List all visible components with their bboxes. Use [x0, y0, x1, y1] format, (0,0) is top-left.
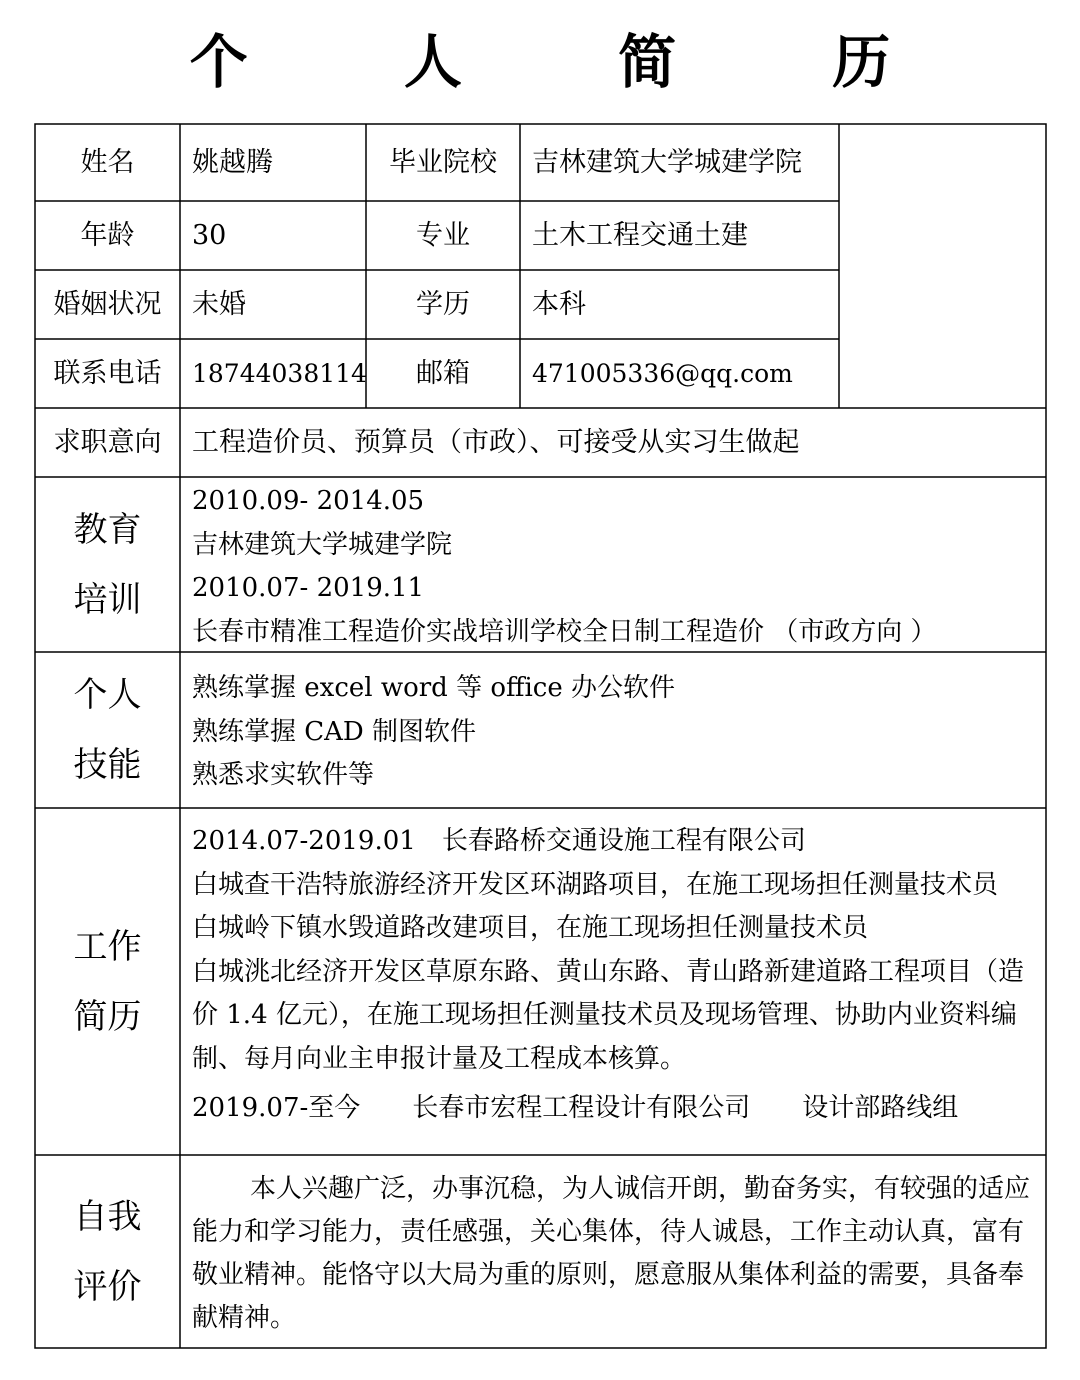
intent-label: 求职意向 — [53, 426, 162, 458]
major-label: 专业 — [416, 219, 470, 251]
work-label-line-1: 工作 — [73, 926, 142, 967]
work-label — [35, 808, 180, 1155]
self-eval-label — [35, 1155, 180, 1348]
education-line: 长春市精准工程造价实战培训学校全日制工程造价 （市政方向 ） — [192, 616, 937, 647]
work-paragraph: 白城洮北经济开发区草原东路、黄山东路、青山路新建道路工程项目（造价 1.4 亿元），在施工现场担任测量技术员及现场管理、协助内业资料编制、每月向业主申报计量及工程成本核算。 — [192, 956, 1025, 1074]
work-line-1: 白城查干浩特旅游经济开发区环湖路项目，在施工现场担任测量技术员 — [192, 869, 999, 900]
degree-label: 学历 — [416, 288, 470, 320]
name-value: 姚越腾 — [192, 146, 273, 178]
skills-label-line-2: 技能 — [73, 745, 142, 785]
self-eval-label-line-2: 评价 — [73, 1266, 142, 1307]
work-line-2: 白城岭下镇水毁道路改建项目，在施工现场担任测量技术员 — [192, 913, 869, 943]
school-label: 毕业院校 — [389, 146, 497, 178]
marital-label: 婚姻状况 — [53, 288, 162, 320]
work-header-2: 2019.07-至今 长春市宏程工程设计有限公司 设计部路线组 — [192, 1093, 959, 1123]
skills-label-line-1: 个人 — [73, 675, 142, 715]
skills-body — [192, 667, 1037, 798]
phone-value: 18744038114 — [192, 358, 367, 388]
email-label: 邮箱 — [416, 357, 470, 389]
self-eval-text: 本人兴趣广泛，办事沉稳，为人诚信开朗，勤奋务实，有较强的适应能力和学习能力，责任感强，关心集体，待人诚恳，工作主动认真，富有敬业精神。能恪守以大局为重的原则，愿意服从集体利益的需要，具备奉献精神。 — [192, 1174, 1031, 1333]
skills-line: 熟练掌握 CAD 制图软件 — [192, 716, 477, 747]
age-label: 年龄 — [80, 219, 135, 251]
self-eval-label-line-1: 自我 — [73, 1196, 142, 1237]
name-label: 姓名 — [80, 146, 135, 178]
education-body — [192, 480, 1037, 654]
education-label — [35, 477, 180, 652]
page-title: 个 人 简 历 — [189, 28, 959, 96]
education-line: 2010.09- 2014.05 — [192, 486, 425, 516]
education-label-line-1: 教育 — [73, 509, 142, 550]
education-label-line-2: 培训 — [73, 579, 142, 620]
intent-value: 工程造价员、预算员（市政）、可接受从实习生做起 — [192, 426, 800, 458]
major-value: 土木工程交通土建 — [532, 219, 748, 251]
email-value: 471005336@qq.com — [532, 358, 793, 388]
skills-line: 熟悉求实软件等 — [192, 760, 375, 790]
degree-value: 本科 — [532, 288, 586, 320]
work-label-line-2: 简历 — [73, 996, 142, 1037]
school-value: 吉林建筑大学城建学院 — [532, 146, 802, 178]
marital-value: 未婚 — [192, 288, 246, 320]
age-value: 30 — [192, 219, 227, 251]
work-body — [192, 820, 1037, 1131]
education-line: 吉林建筑大学城建学院 — [192, 529, 453, 560]
skills-line: 熟练掌握 excel word 等 office 办公软件 — [192, 673, 676, 703]
phone-label: 联系电话 — [53, 357, 162, 389]
skills-label — [35, 652, 180, 808]
education-line: 2010.07- 2019.11 — [192, 573, 425, 603]
work-header-1: 2014.07-2019.01 长春路桥交通设施工程有限公司 — [192, 826, 806, 856]
